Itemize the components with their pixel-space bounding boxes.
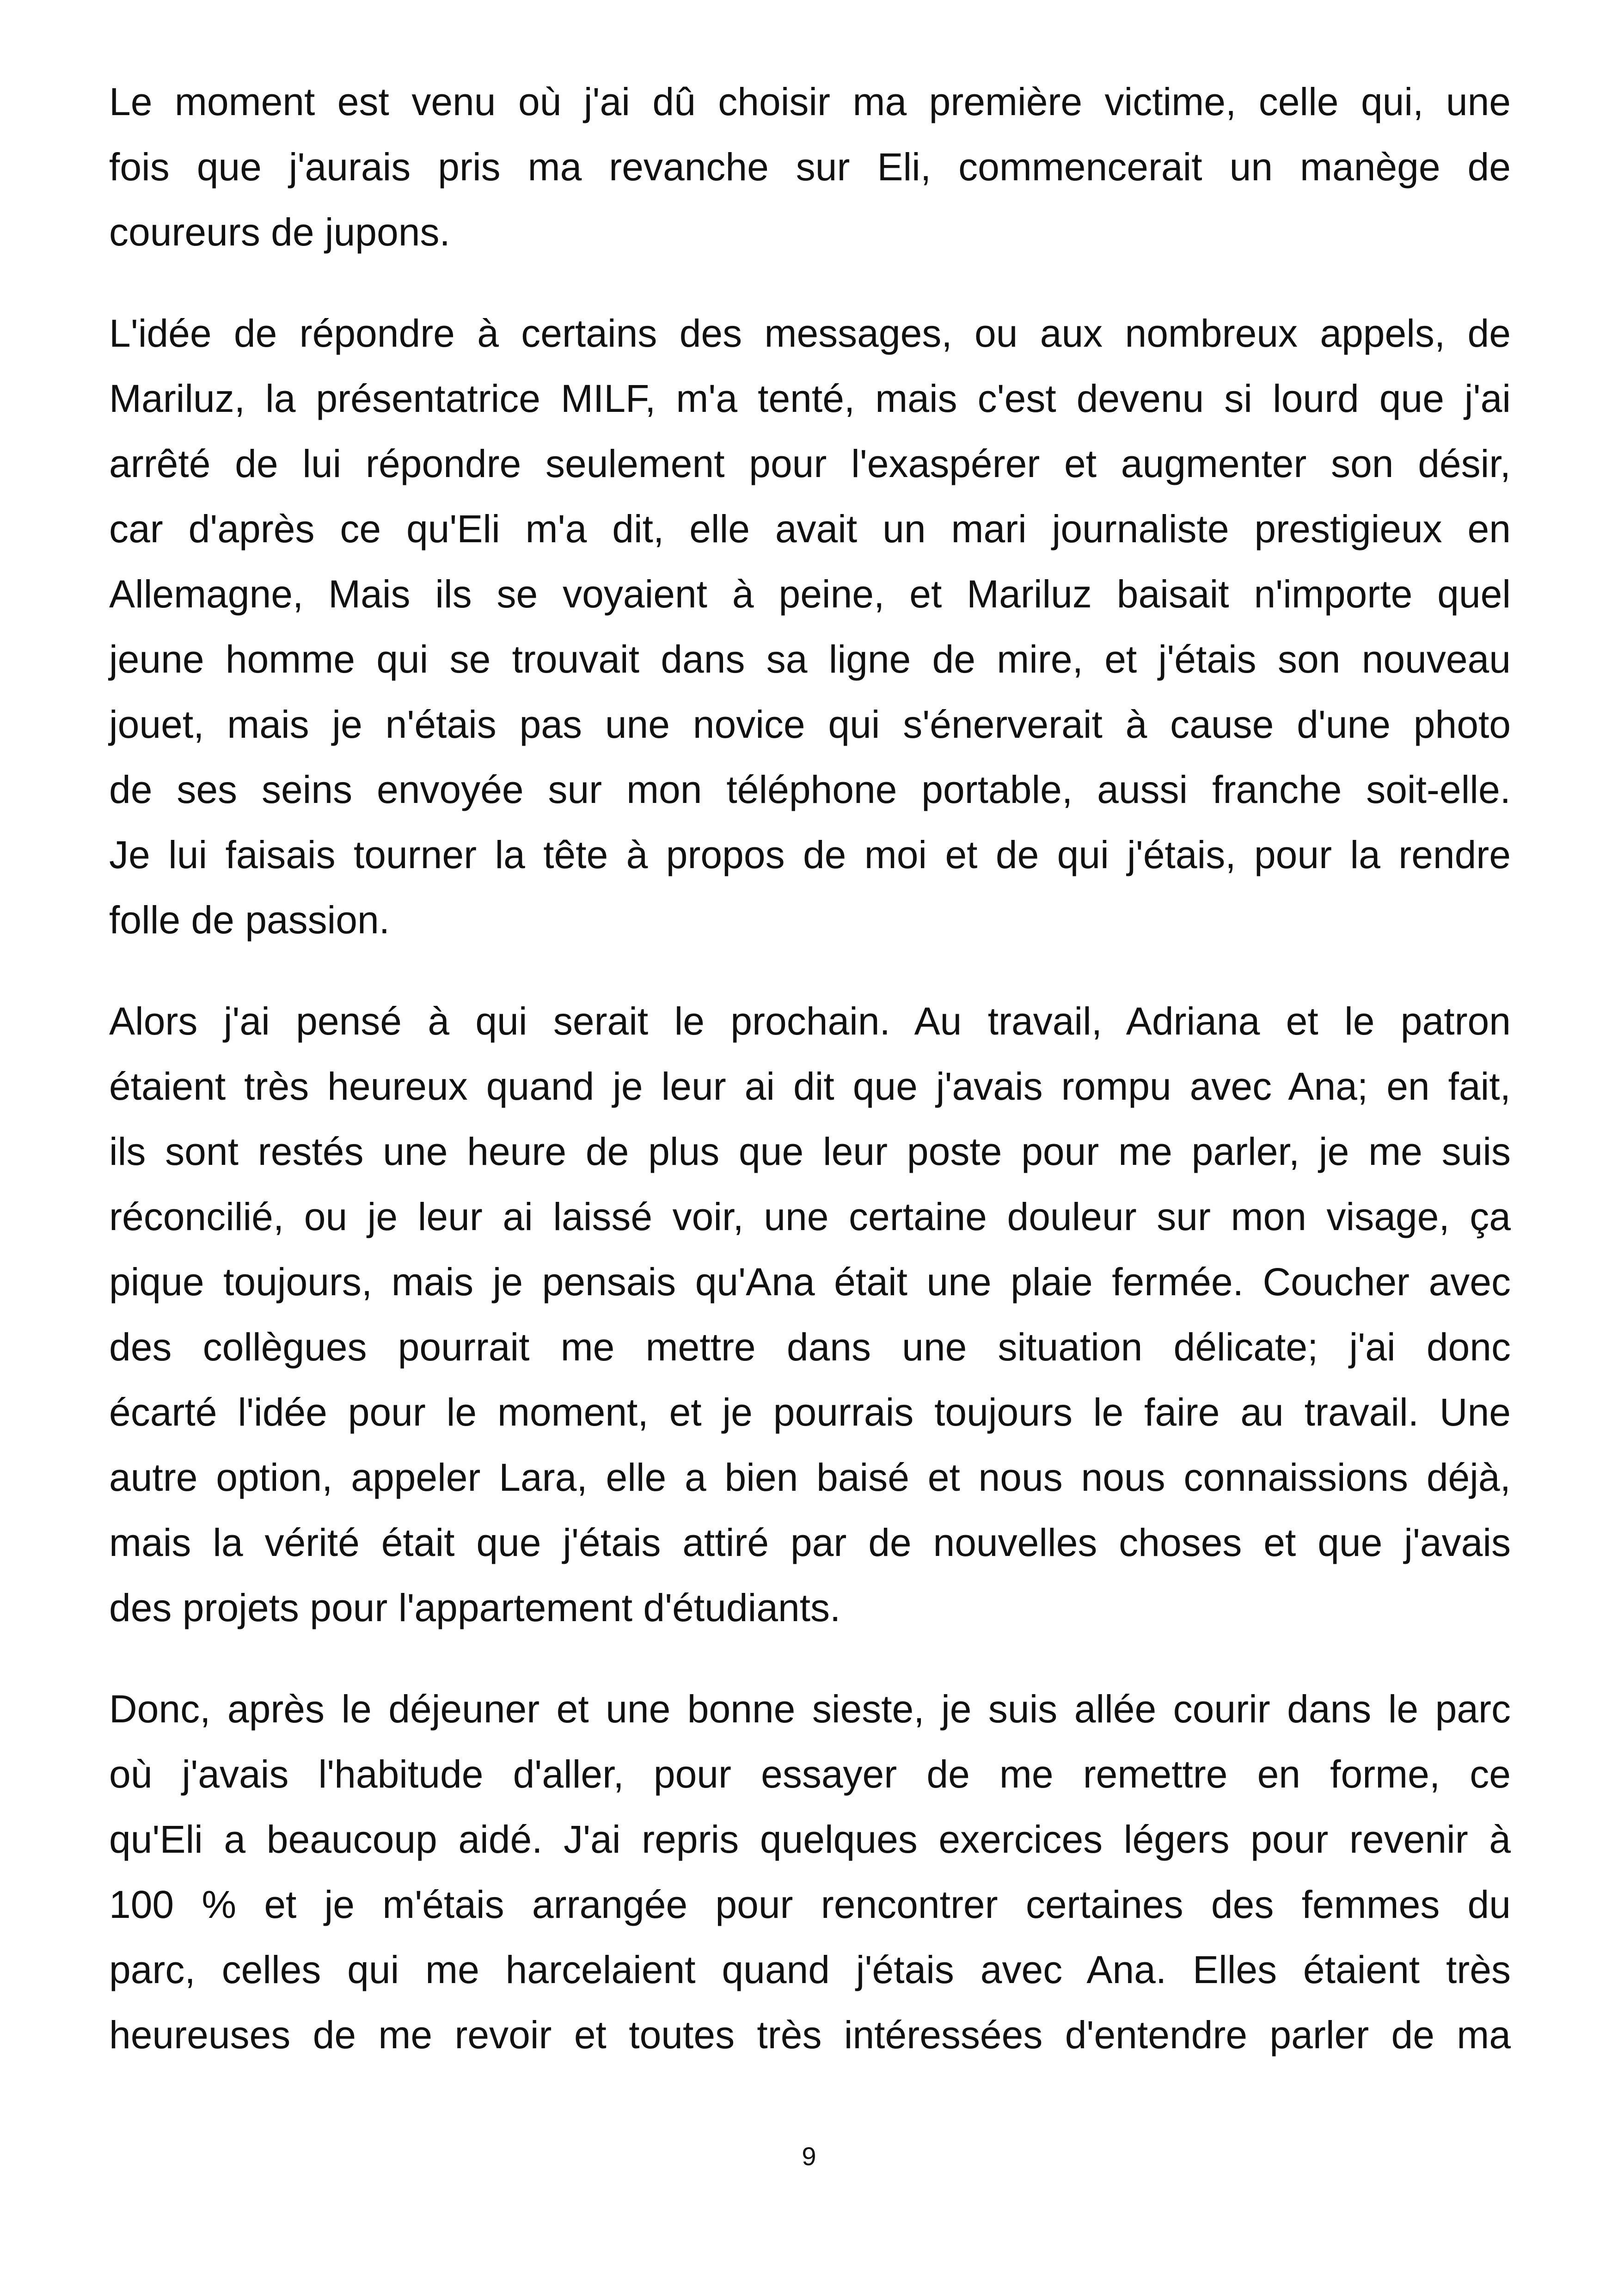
text-line: Donc, après le déjeuner et une bonne sieste, je suis allée courir dans le parc (109, 1687, 1511, 1731)
text-line: qu'Eli a beaucoup aidé. J'ai repris quelques exercices légers pour revenir à (109, 1818, 1511, 1861)
text-line: coureurs de jupons. (109, 210, 450, 254)
body-text (109, 69, 1511, 2068)
text-line: jeune homme qui se trouvait dans sa ligne de mire, et j'étais son nouveau (109, 637, 1511, 681)
paragraph (109, 69, 1511, 265)
text-line: réconcilié, ou je leur ai laissé voir, une certaine douleur sur mon visage, ça (109, 1195, 1511, 1238)
page-number: 9 (802, 2142, 816, 2171)
text-line: Alors j'ai pensé à qui serait le prochain. Au travail, Adriana et le patron (109, 999, 1511, 1043)
text-line: Le moment est venu où j'ai dû choisir ma première victime, celle qui, une (109, 80, 1511, 123)
text-line: folle de passion. (109, 898, 390, 942)
paragraph-spacing (109, 953, 1511, 989)
text-line: de ses seins envoyée sur mon téléphone portable, aussi franche soit-elle. (109, 768, 1511, 811)
text-line: L'idée de répondre à certains des messages, ou aux nombreux appels, de (109, 312, 1511, 355)
text-line: Allemagne, Mais ils se voyaient à peine, et Mariluz baisait n'importe quel (109, 572, 1511, 616)
text-line: des collègues pourrait me mettre dans une situation délicate; j'ai donc (109, 1325, 1511, 1369)
text-line: ils sont restés une heure de plus que leur poste pour me parler, je me suis (109, 1130, 1511, 1173)
text-line: fois que j'aurais pris ma revanche sur Eli, commencerait un manège de (109, 145, 1511, 189)
paragraph (109, 1677, 1511, 2068)
text-line: jouet, mais je n'étais pas une novice qui s'énerverait à cause d'une photo (109, 703, 1511, 746)
paragraph-spacing (109, 1641, 1511, 1677)
text-line: pique toujours, mais je pensais qu'Ana était une plaie fermée. Coucher avec (109, 1260, 1511, 1304)
text-line: mais la vérité était que j'étais attiré par de nouvelles choses et que j'avais (109, 1521, 1511, 1564)
text-line: étaient très heureux quand je leur ai dit que j'avais rompu avec Ana; en fait, (109, 1065, 1511, 1108)
text-line: Mariluz, la présentatrice MILF, m'a tenté, mais c'est devenu si lourd que j'ai (109, 377, 1511, 420)
text-line: écarté l'idée pour le moment, et je pourrais toujours le faire au travail. Une (109, 1390, 1511, 1434)
paragraph-spacing (109, 265, 1511, 301)
paragraph (109, 301, 1511, 953)
text-line: arrêté de lui répondre seulement pour l'exaspérer et augmenter son désir, (109, 442, 1511, 485)
text-line: où j'avais l'habitude d'aller, pour essayer de me remettre en forme, ce (109, 1752, 1511, 1796)
text-line: des projets pour l'appartement d'étudiants. (109, 1586, 841, 1629)
paragraph (109, 989, 1511, 1641)
text-line: parc, celles qui me harcelaient quand j'étais avec Ana. Elles étaient très (109, 1948, 1511, 1991)
text-line: autre option, appeler Lara, elle a bien baisé et nous nous connaissions déjà, (109, 1456, 1511, 1499)
text-line: heureuses de me revoir et toutes très intéressées d'entendre parler de ma (109, 2013, 1511, 2057)
text-line: 100 % et je m'étais arrangée pour rencontrer certaines des femmes du (109, 1883, 1511, 1926)
text-line: car d'après ce qu'Eli m'a dit, elle avait un mari journaliste prestigieux en (109, 507, 1511, 551)
text-line: Je lui faisais tourner la tête à propos de moi et de qui j'étais, pour la rendre (109, 833, 1511, 876)
